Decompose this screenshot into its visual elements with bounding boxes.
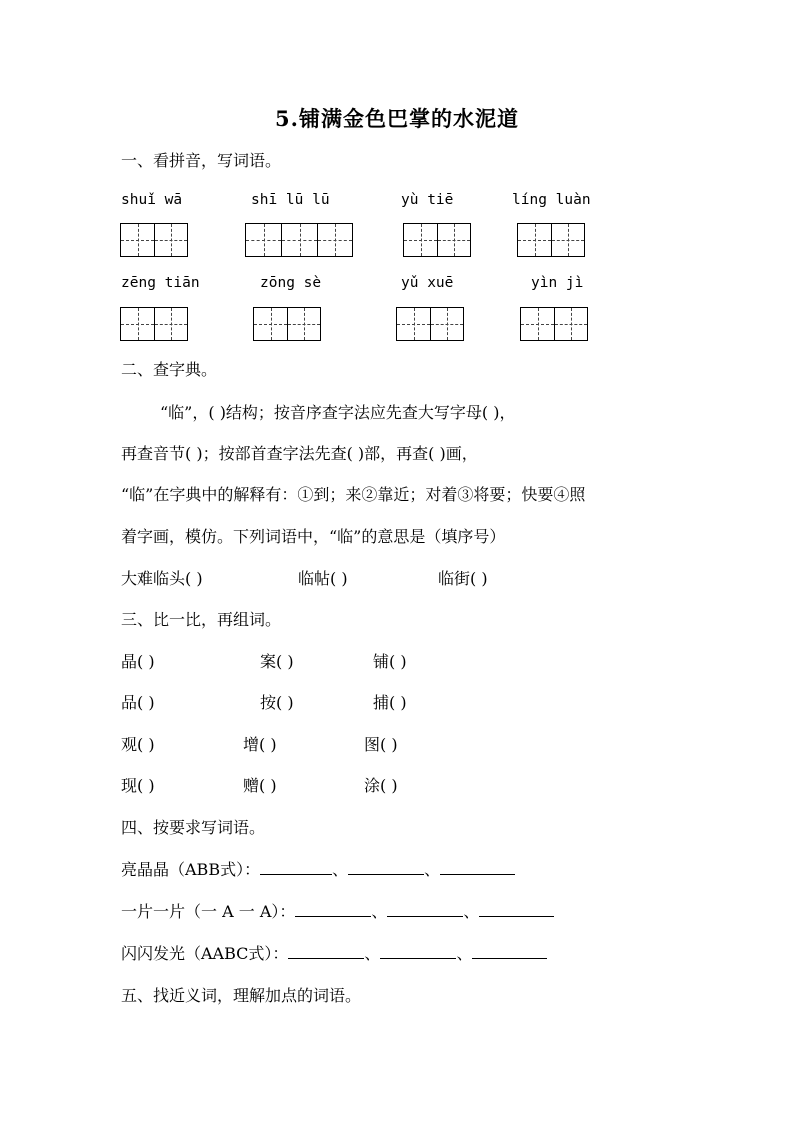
separator: 、 — [371, 902, 388, 921]
writing-grid[interactable] — [396, 307, 464, 341]
compare-item: 现( ) — [121, 776, 155, 795]
answer-blank[interactable] — [479, 902, 554, 917]
word-pattern-prompt: 一片一片（一 A 一 A）： — [121, 902, 296, 921]
writing-grid[interactable] — [120, 307, 188, 341]
dictionary-question-line: 再查音节( )；按部首查字法先查( )部，再查( )画， — [121, 444, 478, 463]
section2-heading: 二、查字典。 — [121, 360, 218, 379]
answer-blank[interactable] — [472, 944, 547, 959]
separator: 、 — [456, 944, 473, 963]
answer-blank[interactable] — [295, 902, 371, 917]
writing-grid[interactable] — [517, 223, 585, 257]
pinyin-label: yǔ xuē — [401, 275, 454, 291]
answer-blank[interactable] — [260, 860, 332, 875]
writing-grid[interactable] — [253, 307, 321, 341]
pinyin-label: yù tiē — [401, 192, 454, 208]
dictionary-answer-item: 大难临头( ) — [121, 569, 203, 588]
compare-item: 品( ) — [121, 693, 155, 712]
pinyin-label: shuǐ wā — [121, 192, 183, 208]
dictionary-answer-item: 临帖( ) — [298, 569, 348, 588]
word-pattern-prompt: 亮晶晶（ABB式）： — [121, 860, 261, 879]
word-pattern-prompt: 闪闪发光（AABC式）： — [121, 944, 289, 963]
writing-grid[interactable] — [403, 223, 471, 257]
pinyin-label: líng luàn — [512, 192, 591, 208]
writing-grid[interactable] — [245, 223, 353, 257]
compare-item: 案( ) — [260, 652, 294, 671]
compare-item: 涂( ) — [364, 776, 398, 795]
dictionary-question-line: “临”在字典中的解释有：①到；来②靠近；对着③将要；快要④照 — [121, 485, 586, 504]
dictionary-question-line: 着字画，模仿。下列词语中，“临”的意思是（填序号） — [121, 527, 506, 546]
compare-item: 赠( ) — [243, 776, 277, 795]
dictionary-question-line: “临”，( )结构；按音序查字法应先查大写字母( )， — [160, 403, 516, 422]
word-pattern-row — [121, 941, 547, 964]
word-pattern-row — [121, 857, 515, 880]
compare-item: 图( ) — [364, 735, 398, 754]
separator: 、 — [332, 860, 349, 879]
compare-item: 铺( ) — [373, 652, 407, 671]
compare-item: 晶( ) — [121, 652, 155, 671]
page-title: 5.铺满金色巴掌的水泥道 — [275, 106, 519, 131]
pinyin-label: zōng sè — [260, 275, 322, 291]
pinyin-label: shī lū lū — [251, 192, 330, 208]
answer-blank[interactable] — [380, 944, 456, 959]
compare-item: 按( ) — [260, 693, 294, 712]
separator: 、 — [463, 902, 480, 921]
section5-heading: 五、找近义词，理解加点的词语。 — [121, 986, 362, 1005]
section3-heading: 三、比一比，再组词。 — [121, 610, 282, 629]
answer-blank[interactable] — [387, 902, 463, 917]
writing-grid[interactable] — [120, 223, 188, 257]
answer-blank[interactable] — [348, 860, 424, 875]
answer-blank[interactable] — [288, 944, 364, 959]
word-pattern-row — [121, 899, 554, 922]
dictionary-answer-item: 临街( ) — [438, 569, 488, 588]
separator: 、 — [424, 860, 441, 879]
writing-grid[interactable] — [520, 307, 588, 341]
separator: 、 — [364, 944, 381, 963]
compare-item: 捕( ) — [373, 693, 407, 712]
section4-heading: 四、按要求写词语。 — [121, 818, 266, 837]
pinyin-label: zēng tiān — [121, 275, 200, 291]
compare-item: 增( ) — [243, 735, 277, 754]
compare-item: 观( ) — [121, 735, 155, 754]
answer-blank[interactable] — [440, 860, 515, 875]
pinyin-label: yìn jì — [531, 275, 584, 291]
section1-heading: 一、看拼音，写词语。 — [121, 151, 282, 170]
